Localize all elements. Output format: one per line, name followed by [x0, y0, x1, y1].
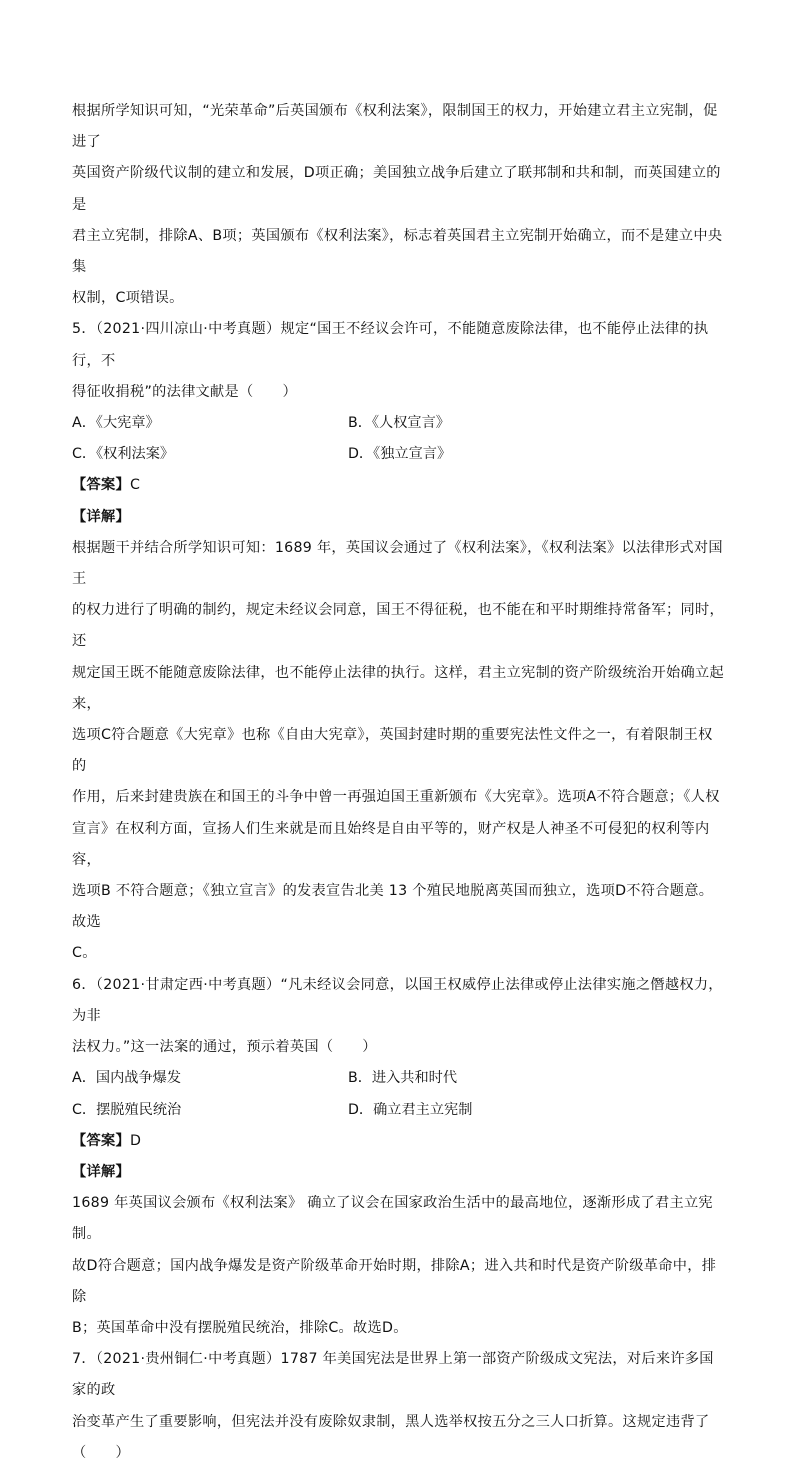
detail-line: 宣言》在权利方面，宣扬人们生来就是而且始终是自由平等的，财产权是人神圣不可侵犯的权利等内容，: [72, 820, 710, 868]
detail-line: B；英国革命中没有摆脱殖民统治，排除C。故选D。: [72, 1319, 408, 1336]
detail-line: 故D符合题意；国内战争爆发是资产阶级革命开始时期，排除A；进入共和时代是资产阶级革命中，排除: [72, 1257, 717, 1305]
intro-analysis: [72, 96, 724, 314]
option-d: D．《独立宣言》: [348, 446, 452, 463]
text-line: 权制，C项错误。: [72, 290, 184, 307]
option-d: D．确立君主立宪制: [348, 1101, 473, 1118]
text-line: 英国资产阶级代议制的建立和发展，D项正确；美国独立战争后建立了联邦制和共和制，而英国建立的是: [72, 165, 721, 213]
detail-line: 作用，后来封建贵族在和国王的斗争中曾一再强迫国王重新颁布《大宪章》。选项A不符合题意；《人权: [72, 789, 720, 806]
option-a: A．《大宪章》: [72, 415, 160, 432]
question-stem-line: 6．（2021·甘肃定西·中考真题）“凡未经议会同意，以国王权威停止法律或停止法律实施之僭越权力，为非: [72, 976, 723, 1024]
option-c: C．摆脱殖民统治: [72, 1101, 182, 1118]
detail-tag: 【详解】: [72, 508, 130, 525]
option-row: [72, 1095, 724, 1126]
detail-line: 规定国王既不能随意废除法律，也不能停止法律的执行。这样，君主立宪制的资产阶级统治开始确立起来，: [72, 664, 724, 712]
option-b: B．进入共和时代: [348, 1070, 458, 1087]
detail-line: 1689 年英国议会颁布《权利法案》 确立了议会在国家政治生活中的最高地位，逐渐形成了君主立宪制。: [72, 1195, 713, 1243]
detail-line: 选项B 不符合题意；《独立宣言》的发表宣告北美 13 个殖民地脱离英国而独立，选项D不符合题意。故选: [72, 883, 714, 931]
option-c: C．《权利法案》: [72, 446, 175, 463]
detail-line: 选项C符合题意《大宪章》也称《自由大宪章》，英国封建时期的重要宪法性文件之一，有着限制王权的: [72, 727, 713, 775]
question-5: [72, 314, 724, 969]
text-line: 根据所学知识可知，“光荣革命”后英国颁布《权利法案》，限制国王的权力，开始建立君主立宪制，促进了: [72, 103, 718, 151]
option-a: A．国内战争爆发: [72, 1070, 182, 1087]
detail-heading: [72, 502, 724, 533]
option-row: [72, 1063, 724, 1094]
detail-line: 的权力进行了明确的制约，规定未经议会同意，国王不得征税，也不能在和平时期维持常备军；同时，还: [72, 602, 724, 650]
answer-line: [72, 1126, 724, 1157]
question-7: [72, 1344, 724, 1469]
detail-tag: 【详解】: [72, 1163, 130, 1180]
question-stem-line: 5．（2021·四川凉山·中考真题）规定“国王不经议会许可，不能随意废除法律，也不能停止法律的执行，不: [72, 321, 709, 369]
answer-tag: 【答案】: [72, 477, 130, 494]
option-b: B．《人权宣言》: [348, 415, 450, 432]
answer-line: [72, 470, 724, 501]
question-6: [72, 970, 724, 1344]
answer-tag: 【答案】: [72, 1132, 130, 1149]
exam-page: [72, 96, 724, 1469]
detail-heading: [72, 1157, 724, 1188]
option-row: [72, 439, 724, 470]
answer-value: C: [129, 477, 141, 494]
detail-line: 根据题干并结合所学知识可知：1689 年，英国议会通过了《权利法案》，《权利法案》以法律形式对国王: [72, 539, 723, 588]
text-line: 君主立宪制，排除A、B项；英国颁布《权利法案》，标志着英国君主立宪制开始确立，而不是建立中央集: [72, 227, 723, 276]
question-stem-line: 法权力。”这一法案的通过，预示着英国（ ）: [72, 1039, 377, 1056]
option-row: [72, 408, 724, 439]
question-stem-line: 治变革产生了重要影响，但宪法并没有废除奴隶制，黑人选举权按五分之三人口折算。这规定违背了（ ）: [72, 1413, 710, 1461]
question-stem-line: 得征收捐税”的法律文献是（ ）: [72, 383, 297, 400]
question-stem-line: 7．（2021·贵州铜仁·中考真题）1787 年美国宪法是世界上第一部资产阶级成文宪法，对后来许多国家的政: [72, 1351, 714, 1399]
answer-value: D: [129, 1132, 142, 1149]
detail-line: C。: [72, 945, 97, 962]
